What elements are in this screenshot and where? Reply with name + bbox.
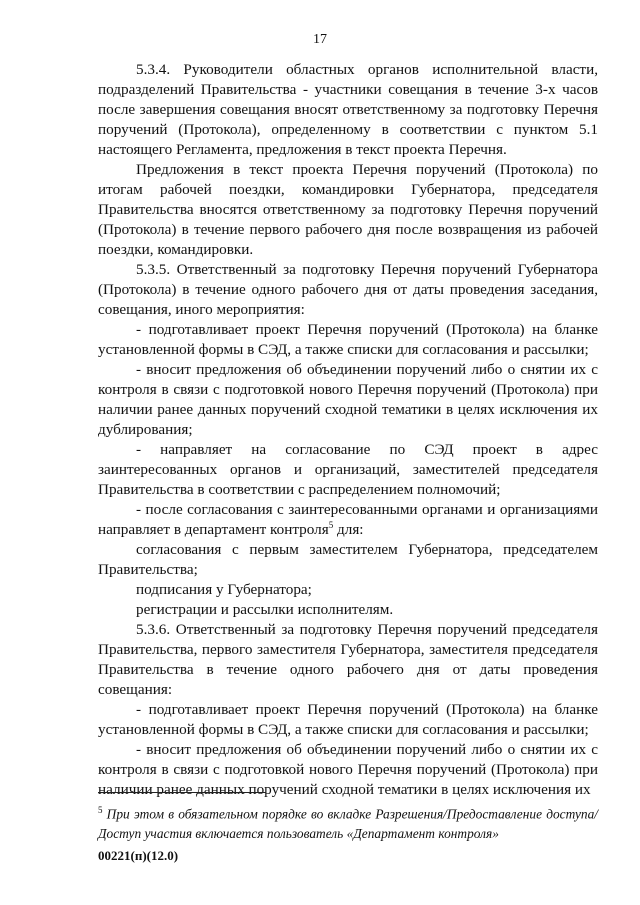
sub-item-approval: согласования с первым заместителем Губернатора, председателем Правительства; — [98, 541, 598, 578]
sub-item-signing: подписания у Губернатора; — [136, 581, 312, 598]
list-item-merge-proposals-2: - вносит предложения об объединении поручений либо о снятии их с контроля в связи с подготовкой нового Перечня поручений (Протокола) при наличии ранее данных поручений сходной тематики в целях исключения их — [98, 741, 598, 798]
footnote-text: При этом в обязательном порядке во вкладке Разрешения/Предоставление доступа/Доступ участия включается пользователь «Департамент контроля» — [98, 806, 598, 842]
document-code: 00221(п)(12.0) — [98, 848, 179, 863]
list-item-merge-proposals: - вносит предложения об объединении поручений либо о снятии их с контроля в связи с подготовкой нового Перечня поручений (Протокола) при наличии ранее данных поручений сходной тематики в целях исключения их дублирования; — [98, 361, 598, 438]
paragraph-5-3-5: 5.3.5. Ответственный за подготовку Перечня поручений Губернатора (Протокола) в течение одного рабочего дня от даты проведения заседания, совещания, иного мероприятия: — [98, 261, 598, 318]
list-item-send-to-control-dept — [98, 500, 598, 540]
footnote-marker: 5 — [328, 519, 334, 530]
paragraph-5-3-6: 5.3.6. Ответственный за подготовку Перечня поручений председателя Правительства, первого заместителя Губернатора, заместителя председателя Правительства в течение одного рабочего дня от даты проведения совещания: — [98, 621, 598, 698]
body-text — [98, 60, 598, 800]
list-item-send-for-approval: - направляет на согласование по СЭД проект в адрес заинтересованных органов и организаций, заместителей председателя Правительства в соответствии с распределением полномочий; — [98, 441, 598, 498]
list-item-text-after: для: — [333, 521, 364, 538]
footnote-number: 5 — [98, 805, 103, 815]
sub-item-registration: регистрации и рассылки исполнителям. — [136, 601, 394, 618]
footnote-divider — [98, 792, 266, 793]
paragraph-5-3-4: 5.3.4. Руководители областных органов исполнительной власти, подразделений Правительства - участники совещания в течение 3-х часов после завершения совещания вносят ответственному за подготовку Перечня поручений (Протокола), определенному в соответствии с пунктом 5.1 настоящего Регламента, предложения в текст проекта Перечня. — [98, 61, 598, 158]
footnote — [98, 800, 598, 844]
list-item-prepare-draft: - подготавливает проект Перечня поручений (Протокола) на бланке установленной формы в СЭД, а также списки для согласования и рассылки; — [98, 321, 598, 358]
list-item-prepare-draft-2: - подготавливает проект Перечня поручений (Протокола) на бланке установленной формы в СЭД, а также списки для согласования и рассылки; — [98, 701, 598, 738]
paragraph-trip-proposals: Предложения в текст проекта Перечня поручений (Протокола) по итогам рабочей поездки, командировки Губернатора, председателя Правительства вносятся ответственному за подготовку Перечня поручений (Протокола) в течение первого рабочего дня после возвращения из рабочей поездки, командировки. — [98, 161, 598, 258]
page-number: 17 — [313, 32, 327, 47]
list-item-text: - после согласования с заинтересованными органами и организациями направляет в департамент контроля — [98, 501, 598, 538]
